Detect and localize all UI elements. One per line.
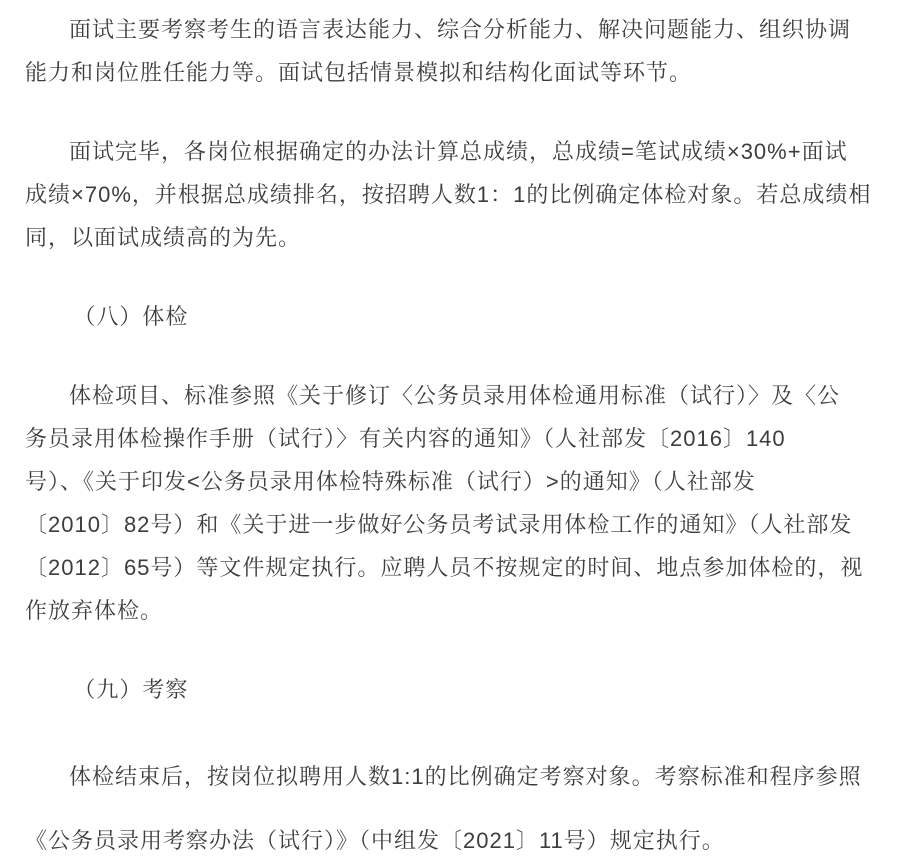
- paragraph-line: 号）、《关于印发<公务员录用体检特殊标准（试行）>的通知》（人社部发: [25, 469, 756, 494]
- paragraph-line: 务员录用体检操作手册（试行）〉有关内容的通知》（人社部发〔2016〕140: [25, 426, 786, 451]
- paragraph-line: 面试主要考察考生的语言表达能力、综合分析能力、解决问题能力、组织协调: [69, 17, 852, 42]
- section-heading-inspection: （九）考察: [73, 677, 189, 702]
- paragraph-total-score: [25, 130, 880, 259]
- paragraph-inspection: [25, 755, 880, 862]
- paragraph-line: 体检结束后，按岗位拟聘用人数1:1的比例确定考察对象。考察标准和程序参照: [69, 764, 862, 789]
- paragraph-line: 〔2012〕65号）等文件规定执行。应聘人员不按规定的时间、地点参加体检的，视: [25, 555, 864, 580]
- paragraph-line: 《公务员录用考察办法（试行）》（中组发〔2021〕11号）规定执行。: [25, 828, 725, 853]
- paragraph-line: 成绩×70%，并根据总成绩排名，按招聘人数1：1的比例确定体检对象。若总成绩相: [25, 182, 872, 207]
- paragraph-line: 能力和岗位胜任能力等。面试包括情景模拟和结构化面试等环节。: [25, 60, 693, 85]
- paragraph-physical-exam: [25, 374, 880, 632]
- paragraph-interview-ability: [25, 8, 880, 94]
- paragraph-line: 面试完毕，各岗位根据确定的办法计算总成绩，总成绩=笔试成绩×30%+面试: [69, 139, 848, 164]
- paragraph-line: 体检项目、标准参照《关于修订〈公务员录用体检通用标准（试行）〉及〈公: [69, 383, 841, 408]
- paragraph-line: 作放弃体检。: [25, 598, 164, 623]
- section-heading-physical-exam: （八）体检: [73, 304, 189, 329]
- paragraph-line: 同，以面试成绩高的为先。: [25, 225, 302, 250]
- paragraph-line: 〔2010〕82号）和《关于进一步做好公务员考试录用体检工作的通知》（人社部发: [25, 512, 853, 537]
